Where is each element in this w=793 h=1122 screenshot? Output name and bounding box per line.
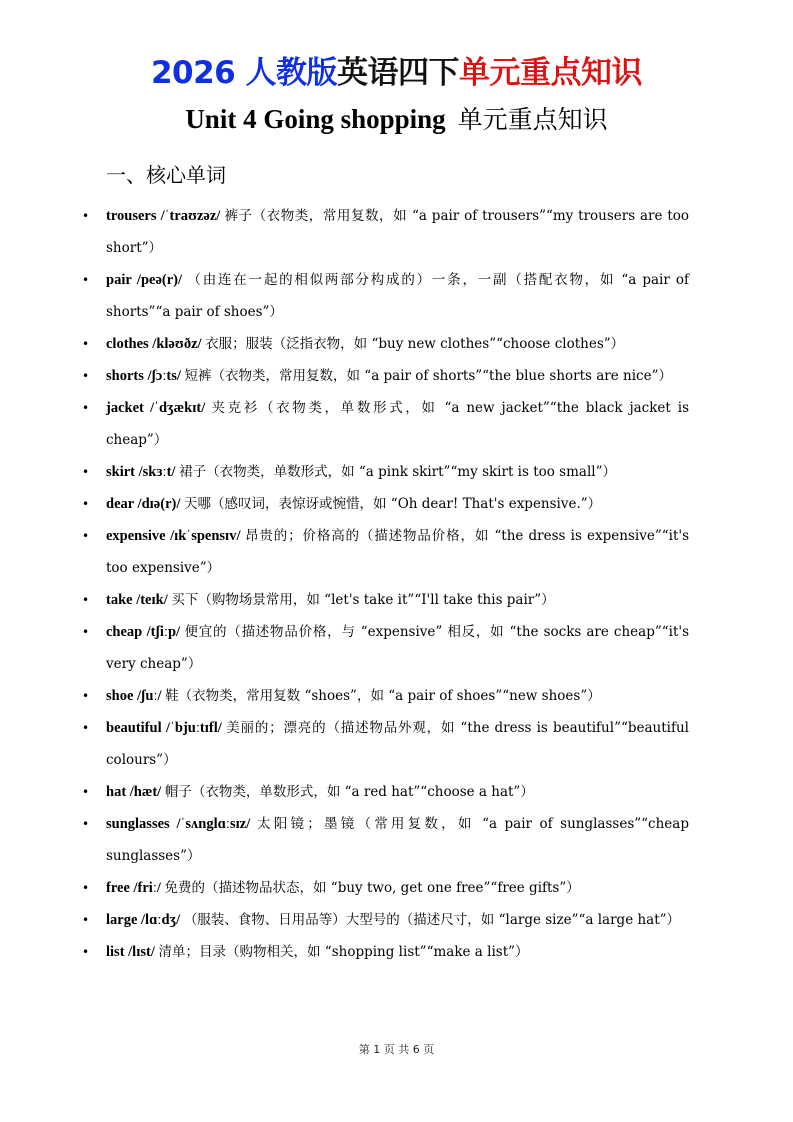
vocab-item [106,520,689,584]
vocab-item [106,200,689,264]
vocab-item [106,872,689,904]
vocab-word: shoe /ʃuː/ [106,688,162,704]
vocab-word: beautiful /ˈbjuːtɪfl/ [106,720,222,736]
banner-title [0,50,793,96]
vocab-definition: 裙子（衣物类，单数形式，如 “a pink skirt”“my skirt is too small”） [179,464,616,480]
vocabulary-list [106,200,689,968]
vocab-definition: 天哪（感叹词，表惊讶或惋惜，如 “Oh dear! That's expensive.”） [184,496,602,512]
vocab-word: cheap /tʃiːp/ [106,624,181,640]
vocab-item [106,936,689,968]
vocab-definition: 夹克衫（衣物类，单数形式，如 “a new jacket”“the black jacket is cheap”） [106,400,690,448]
vocab-definition: 清单；目录（购物相关，如 “shopping list”“make a list”） [158,944,529,960]
vocab-item [106,616,689,680]
unit-title-chinese: 单元重点知识 [457,105,608,134]
vocab-definition: 鞋（衣物类，常用复数 “shoes”，如 “a pair of shoes”“new shoes”） [165,688,601,704]
vocab-word: large /lɑːdʒ/ [106,912,181,928]
vocab-word: list /lɪst/ [106,944,155,960]
vocab-word: pair /peə(r)/ [106,272,183,288]
banner-part-red: 单元重点知识 [459,55,643,91]
vocab-item [106,456,689,488]
vocab-item [106,712,689,776]
banner-part-blue: 2026 人教版 [150,55,338,91]
vocab-definition: 衣服；服装（泛指衣物，如 “buy new clothes”“choose clothes”） [205,336,625,352]
vocab-word: jacket /ˈdʒækɪt/ [106,400,206,416]
section-heading: 一、核心单词 [106,163,226,187]
vocab-word: trousers /ˈtraʊzəz/ [106,208,221,224]
banner-part-black: 英语四下 [337,55,460,91]
vocab-definition: 太阳镜；墨镜（常用复数，如 “a pair of sunglasses”“cheap sunglasses”） [106,816,689,864]
vocab-word: shorts /ʃɔːts/ [106,368,181,384]
vocab-definition: 帽子（衣物类，单数形式，如 “a red hat”“choose a hat”） [164,784,534,800]
vocab-item [106,360,689,392]
vocab-item [106,328,689,360]
vocab-item [106,904,689,936]
vocab-definition: （由连在一起的相似两部分构成的）一条，一副（搭配衣物，如 “a pair of shorts”“a pair of shoes”） [106,272,689,320]
vocab-word: free /friː/ [106,880,161,896]
vocab-item [106,584,689,616]
vocab-word: dear /dɪə(r)/ [106,496,181,512]
unit-title [0,98,793,140]
vocab-word: sunglasses /ˈsʌnglɑːsɪz/ [106,816,251,832]
vocab-word: skirt /skɜːt/ [106,464,176,480]
vocab-definition: 便宜的（描述物品价格，与 “expensive” 相反，如 “the socks are cheap”“it's very cheap”） [106,624,690,672]
vocab-item [106,808,689,872]
vocab-definition: 短裤（衣物类，常用复数，如 “a pair of shorts”“the blue shorts are nice”） [184,368,672,384]
vocab-item [106,776,689,808]
vocab-item [106,392,689,456]
vocab-definition: 买下（购物场景常用，如 “let's take it”“I'll take this pair”） [171,592,555,608]
vocab-definition: （服装、食物、日用品等）大型号的（描述尺寸，如 “large size”“a large hat”） [183,912,681,928]
vocab-definition: 昂贵的；价格高的（描述物品价格，如 “the dress is expensive”“it's too expensive”） [106,528,690,576]
unit-title-english: Unit 4 Going shopping [185,104,446,134]
vocab-word: hat /hæt/ [106,784,162,800]
vocab-item [106,264,689,328]
vocab-word: take /teɪk/ [106,592,168,608]
vocab-definition: 裤子（衣物类，常用复数，如 “a pair of trousers”“my trousers are too short”） [106,208,689,256]
vocab-item [106,488,689,520]
vocab-definition: 免费的（描述物品状态，如 “buy two, get one free”“free gifts”） [164,880,580,896]
vocab-word: expensive /ɪkˈspensɪv/ [106,528,241,544]
vocab-item [106,680,689,712]
vocab-word: clothes /kləʊðz/ [106,336,202,352]
vocab-definition: 美丽的；漂亮的（描述物品外观，如 “the dress is beautiful”“beautiful colours”） [106,720,689,768]
page-footer: 第 1 页 共 6 页 [358,1043,435,1056]
